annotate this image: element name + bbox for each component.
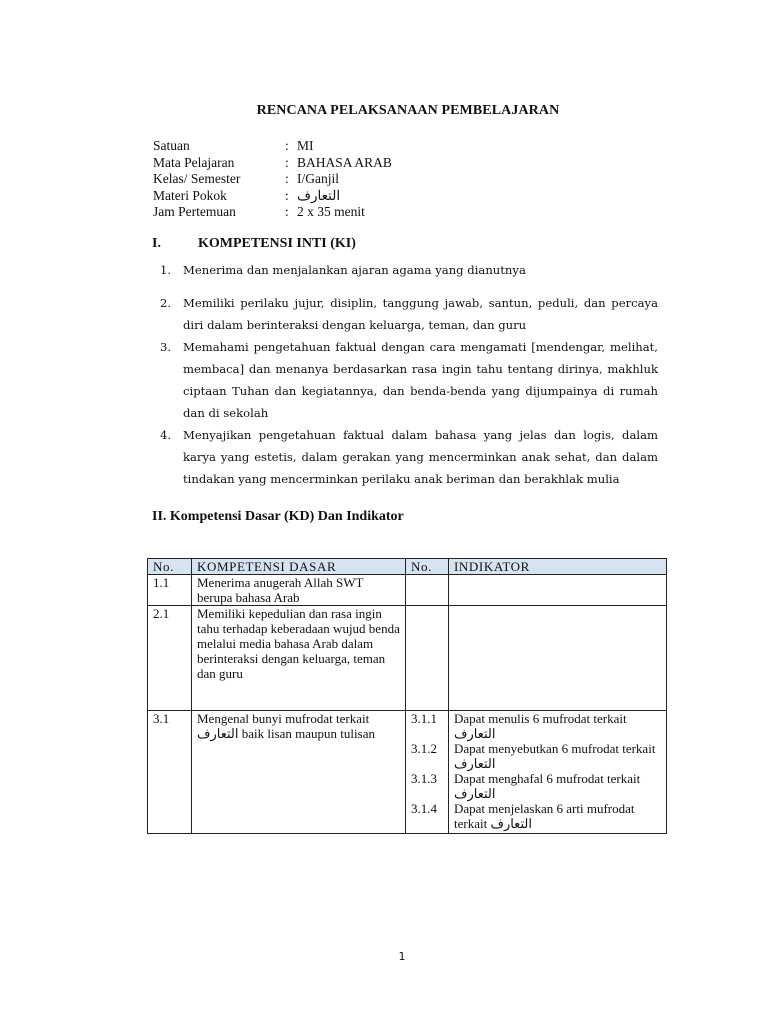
ki-number: 1. [160,263,172,277]
indicator-text [449,606,667,711]
kd-number: 3.1 [148,711,192,834]
meta-row-satuan [153,138,392,155]
meta-label: Kelas/ Semester [153,171,241,186]
meta-row-materi-pokok [153,188,392,205]
kd-text: Memiliki kepedulian dan rasa ingin tahu terhadap keberadaan wujud benda melalui media bahasa Arab dalam berinteraksi dengan keluarga, teman dan guru [192,606,406,711]
meta-label: Jam Pertemuan [153,204,236,219]
indicator-number [406,575,449,606]
indicator-number: 3.1.4 [411,801,437,816]
meta-row-mata-pelajaran [153,155,392,172]
meta-value: MI [297,138,314,153]
indicator-text: Dapat menjelaskan 6 arti mufrodat terkait التعارف [454,801,635,831]
kd-number: 1.1 [148,575,192,606]
meta-value: 2 x 35 menit [297,204,365,219]
meta-separator: : [285,154,289,170]
lesson-metadata [153,138,392,221]
meta-value: I/Ganjil [297,171,339,186]
meta-label: Satuan [153,138,190,153]
kd-number: 2.1 [148,606,192,711]
ki-list-item [160,336,658,424]
indicator-text: Dapat menulis 6 mufrodat terkait التعارف [454,711,627,741]
indicator-text: Dapat menghafal 6 mufrodat terkait التعارف [454,771,641,801]
meta-label: Mata Pelajaran [153,154,235,170]
ki-number: 3. [160,340,172,354]
meta-separator: : [285,171,289,186]
section-heading-ki [152,236,662,252]
ki-list-item [160,292,658,336]
ki-text: Menyajikan pengetahuan faktual dalam bahasa yang jelas dan logis, dalam karya yang estetis, dalam gerakan yang mencerminkan anak sehat, dan dalam tindakan yang mencerminkan perilaku anak beriman dan berakhlak mulia [183,428,658,486]
table-header-row [148,559,667,575]
meta-value: BAHASA ARAB [297,154,392,170]
ki-list-item [160,259,658,281]
ki-list-item [160,424,658,490]
indicator-text: Dapat menyebutkan 6 mufrodat terkait التعارف [454,741,656,771]
ki-text: Memahami pengetahuan faktual dengan cara mengamati [mendengar, melihat, membaca] dan menanya berdasarkan rasa ingin tahu tentang dirinya, makhluk ciptaan Tuhan dan kegiatannya, dan benda-benda yang dijumpainya di rumah dan di sekolah [183,340,658,420]
ki-number: 4. [160,428,172,442]
kd-indicator-table [147,558,667,834]
ki-text: Menerima dan menjalankan ajaran agama yang dianutnya [183,263,526,277]
header-kompetensi-dasar: KOMPETENSI DASAR [192,559,406,575]
kd-text: Menerima anugerah Allah SWT berupa bahasa Arab [192,575,406,606]
kd-text: Mengenal bunyi mufrodat terkait التعارف baik lisan maupun tulisan [192,711,406,834]
header-no-indikator: No. [406,559,449,575]
table-row [148,575,667,606]
header-no: No. [148,559,192,575]
ki-text: Memiliki perilaku jujur, disiplin, tanggung jawab, santun, peduli, dan percaya diri dalam berinteraksi dengan keluarga, teman, dan guru [183,296,658,332]
ki-number: 2. [160,296,172,310]
indicator-number: 3.1.3 [411,771,437,786]
indicator-number [406,606,449,711]
indicator-text [449,575,667,606]
indicator-number-cell [406,711,449,834]
meta-separator: : [285,187,289,203]
section-heading-kd: II. Kompetensi Dasar (KD) Dan Indikator [152,509,404,524]
indicator-text-cell [449,711,667,834]
document-title: RENCANA PELAKSANAAN PEMBELAJARAN [256,103,560,118]
page-number: 1 [398,950,406,963]
meta-label: Materi Pokok [153,187,227,203]
table-row [148,606,667,711]
meta-separator: : [285,204,289,219]
section-title: KOMPETENSI INTI (KI) [198,236,356,251]
meta-row-kelas-semester [153,171,392,188]
meta-row-jam-pertemuan [153,204,392,221]
meta-value: التعارف [297,187,341,203]
table-row [148,711,667,834]
indicator-number: 3.1.2 [411,741,437,756]
meta-separator: : [285,138,289,153]
section-number: I. [152,236,161,251]
indicator-number: 3.1.1 [411,711,437,726]
header-indikator: INDIKATOR [449,559,667,575]
